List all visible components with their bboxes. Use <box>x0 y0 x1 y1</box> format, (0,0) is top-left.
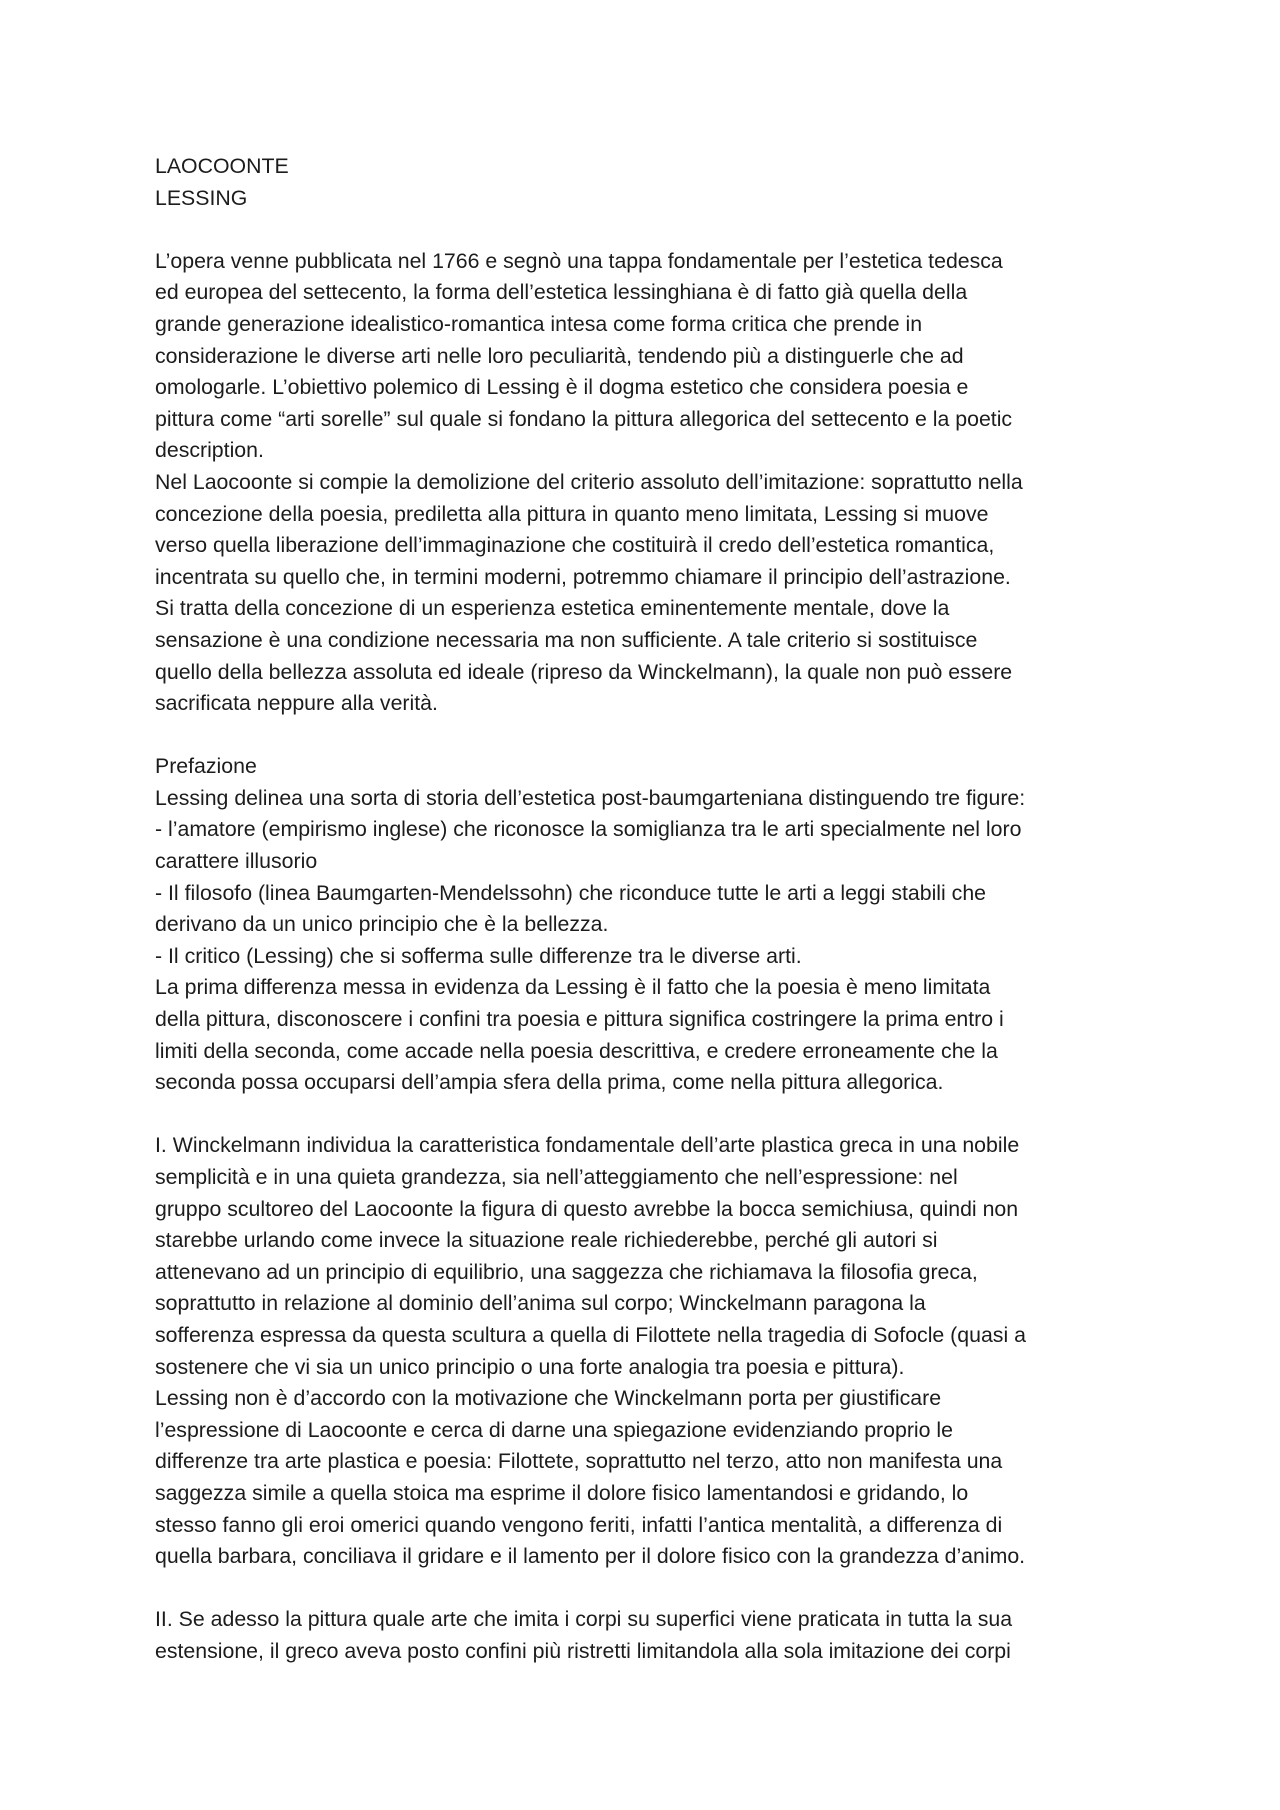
text-line: starebbe urlando come invece la situazione reale richiederebbe, perché gli autori si <box>155 1228 938 1253</box>
text-line: estensione, il greco aveva posto confini più ristretti limitandola alla sola imitazione dei corpi <box>155 1638 1011 1663</box>
text-line: quello della bellezza assoluta ed ideale (ripreso da Winckelmann), la quale non può essere <box>155 659 1013 684</box>
text-line: incentrata su quello che, in termini moderni, potremmo chiamare il principio dell’astrazione. <box>155 564 1011 589</box>
title-line: LAOCOONTE <box>155 154 289 178</box>
text-line: La prima differenza messa in evidenza da Lessing è il fatto che la poesia è meno limitata <box>155 975 991 1000</box>
text-line: grande generazione idealistico-romantica intesa come forma critica che prende in <box>155 311 923 336</box>
blank-line <box>155 1573 1145 1605</box>
text-line: saggezza simile a quella stoica ma esprime il dolore fisico lamentandosi e gridando, lo <box>155 1480 969 1505</box>
section-1-paragraph <box>155 1130 1145 1572</box>
author-line: LESSING <box>155 185 248 210</box>
text-line: l’espressione di Laocoonte e cerca di darne una spiegazione evidenziando proprio le <box>155 1417 953 1442</box>
blank-line <box>155 214 1145 246</box>
text-line: Lessing non è d’accordo con la motivazione che Winckelmann porta per giustificare <box>155 1386 942 1411</box>
text-line: II. Se adesso la pittura quale arte che imita i corpi su superfici viene praticata in tutta la sua <box>155 1607 1013 1632</box>
list-item-continuation: carattere illusorio <box>155 849 318 874</box>
text-line: attenevano ad un principio di equilibrio, una saggezza che richiamava la filosofia greca, <box>155 1259 978 1284</box>
text-line: description. <box>155 438 264 463</box>
text-line: differenze tra arte plastica e poesia: Filottete, soprattutto nel terzo, atto non manifesta una <box>155 1449 1003 1474</box>
section-heading-preface: Prefazione <box>155 754 257 779</box>
text-line: gruppo scultoreo del Laocoonte la figura di questo avrebbe la bocca semichiusa, quindi non <box>155 1196 1019 1221</box>
list-item: - Il filosofo (linea Baumgarten-Mendelssohn) che riconduce tutte le arti a leggi stabili che <box>155 880 987 905</box>
text-line: sostenere che vi sia un unico principio o una forte analogia tra poesia e pittura). <box>155 1354 905 1379</box>
text-line: stesso fanno gli eroi omerici quando vengono feriti, infatti l’antica mentalità, a differenza di <box>155 1512 1003 1537</box>
text-line: concezione della poesia, prediletta alla pittura in quanto meno limitata, Lessing si muove <box>155 501 989 526</box>
text-line: verso quella liberazione dell’immaginazione che costituirà il credo dell’estetica romantica, <box>155 533 995 558</box>
text-line: omologarle. L’obiettivo polemico di Lessing è il dogma estetico che considera poesia e <box>155 375 969 400</box>
text-line: seconda possa occuparsi dell’ampia sfera della prima, come nella pittura allegorica. <box>155 1070 944 1095</box>
list-item: - l’amatore (empirismo inglese) che riconosce la somiglianza tra le arti specialmente nel loro <box>155 817 1022 842</box>
list-item: - Il critico (Lessing) che si sofferma sulle differenze tra le diverse arti. <box>155 943 802 968</box>
text-line: considerazione le diverse arti nelle loro peculiarità, tendendo più a distinguerle che ad <box>155 343 964 368</box>
document-title <box>155 151 1145 214</box>
text-line: pittura come “arti sorelle” sul quale si fondano la pittura allegorica del settecento e la poetic <box>155 406 1013 431</box>
text-line: della pittura, disconoscere i confini tra poesia e pittura significa costringere la prima entro i <box>155 1007 1004 1032</box>
text-line: sacrificata neppure alla verità. <box>155 691 438 716</box>
text-line: quella barbara, conciliava il gridare e il lamento per il dolore fisico con la grandezza d’animo. <box>155 1544 1026 1569</box>
text-line: sensazione è una condizione necessaria ma non sufficiente. A tale criterio si sostituisce <box>155 627 978 652</box>
intro-paragraph <box>155 246 1145 720</box>
section-2-paragraph <box>155 1604 1145 1667</box>
document-page <box>155 151 1145 1668</box>
text-line: limiti della seconda, come accade nella poesia descrittiva, e credere erroneamente che la <box>155 1038 998 1063</box>
text-line: Nel Laocoonte si compie la demolizione del criterio assoluto dell’imitazione: soprattutto nella <box>155 469 1023 494</box>
text-line: soprattutto in relazione al dominio dell’anima sul corpo; Winckelmann paragona la <box>155 1291 926 1316</box>
preface-paragraph <box>155 783 1145 1099</box>
text-line: sofferenza espressa da questa scultura a quella di Filottete nella tragedia di Sofocle (quasi a <box>155 1322 1026 1347</box>
list-item-continuation: derivano da un unico principio che è la bellezza. <box>155 912 609 937</box>
text-line: Si tratta della concezione di un esperienza estetica eminentemente mentale, dove la <box>155 596 950 621</box>
text-line: I. Winckelmann individua la caratteristica fondamentale dell’arte plastica greca in una nobile <box>155 1133 1020 1158</box>
text-line: semplicità e in una quieta grandezza, sia nell’atteggiamento che nell’espressione: nel <box>155 1165 958 1189</box>
text-line: ed europea del settecento, la forma dell’estetica lessinghiana è di fatto già quella della <box>155 280 968 305</box>
text-line: Lessing delinea una sorta di storia dell’estetica post-baumgarteniana distinguendo tre figure: <box>155 785 1026 810</box>
blank-line <box>155 720 1145 752</box>
blank-line <box>155 1099 1145 1131</box>
text-line: L’opera venne pubblicata nel 1766 e segnò una tappa fondamentale per l’estetica tedesca <box>155 248 1003 273</box>
